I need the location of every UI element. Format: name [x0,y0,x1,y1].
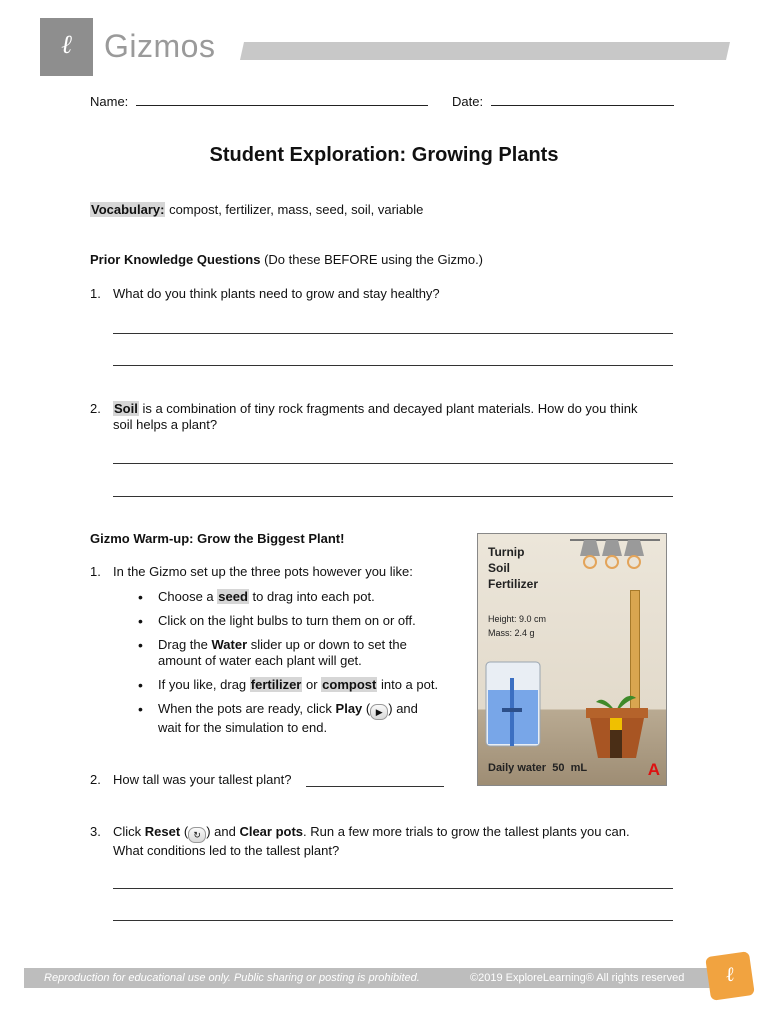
soil-term: Soil [114,401,138,416]
prior-knowledge-note: (Do these BEFORE using the Gizmo.) [264,252,484,267]
warmup-steps [132,589,462,744]
answer-line[interactable] [113,333,673,334]
name-line[interactable] [136,93,428,106]
list-item: • When the pots are ready, click Play ( ▶ ) and wait for the simulation to end. [132,701,462,736]
list-item: • If you like, drag fertilizer or compost into a pot. [132,677,462,693]
reset-icon: ↻ [188,827,206,843]
vocabulary [90,202,423,217]
name-field[interactable] [90,93,428,109]
page-title: Student Exploration: Growing Plants [209,144,559,166]
vocabulary-terms: compost, fertilizer, mass, seed, soil, variable [169,202,424,217]
answer-line[interactable] [113,365,673,366]
answer-line[interactable] [113,888,673,889]
gizmo-screenshot [477,533,667,786]
footer-copyright: ©2019 ExploreLearning® All rights reserved [470,972,685,984]
header-bar [240,42,730,60]
name-label: Name: [90,94,129,109]
footer-disclaimer: Reproduction for educational use only. Public sharing or posting is prohibited. [44,972,420,984]
gizmo-plant-info: Turnip Soil Fertilizer [488,545,539,591]
date-field[interactable] [452,93,674,109]
answer-line[interactable] [113,920,673,921]
daily-water-readout: Daily water 50 mL [488,762,588,774]
answer-line[interactable] [113,463,673,464]
tallest-plant-answer-line[interactable] [306,786,444,787]
explorelearning-corner-logo: ℓ [705,951,755,1001]
brand-name: Gizmos [104,28,216,64]
pot-letter: A [647,760,660,779]
prior-knowledge-heading: Prior Knowledge Questions (Do these BEFORE using the Gizmo.) [90,252,484,267]
explorelearning-logo: ℓ [40,18,93,76]
vocabulary-label: Vocabulary: [91,202,165,217]
answer-line[interactable] [113,496,673,497]
play-icon: ▶ [370,704,388,720]
date-label: Date: [452,94,484,109]
list-item: • Click on the light bulbs to turn them on or off. [132,613,462,629]
list-item: • Choose a seed to drag into each pot. [132,589,462,605]
light-bulbs-icon[interactable] [570,534,660,574]
warmup-heading: Gizmo Warm-up: Grow the Biggest Plant! [90,531,345,546]
gizmo-measurements: Height: 9.0 cm Mass: 2.4 g [488,614,547,638]
list-item: • Drag the Water slider up or down to set the amount of water each plant will get. [132,637,438,669]
date-line[interactable] [491,93,674,106]
plant-pot-icon[interactable] [582,684,652,760]
water-beaker-icon[interactable] [484,660,542,750]
